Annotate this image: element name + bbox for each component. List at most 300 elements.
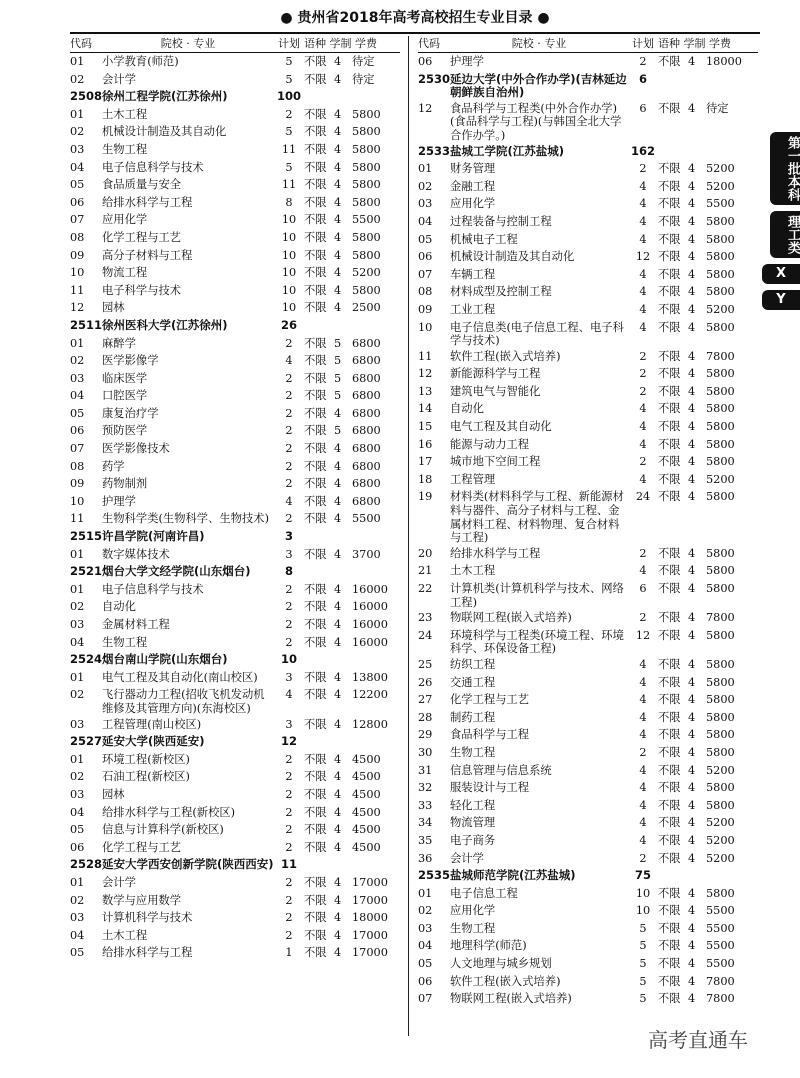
major-row <box>70 176 400 194</box>
major-code: 03 <box>418 921 433 935</box>
major-row <box>70 598 400 616</box>
school-name: 延安大学西安创新学院(陕西西安) <box>102 857 274 872</box>
major-code: 05 <box>70 178 85 192</box>
major-lang: 不限 <box>304 213 327 227</box>
major-row <box>418 178 758 196</box>
major-plan: 12 <box>635 250 651 264</box>
major-code: 35 <box>418 833 433 847</box>
major-fee: 5800 <box>352 107 381 121</box>
major-plan: 2 <box>285 770 293 784</box>
major-code: 03 <box>70 911 85 925</box>
school-code: 2521 <box>70 564 103 579</box>
major-code: 06 <box>70 424 85 438</box>
major-name: 物联网工程(嵌入式培养) <box>450 611 572 625</box>
major-plan: 4 <box>639 728 647 742</box>
major-yrs: 4 <box>688 564 696 578</box>
major-lang: 不限 <box>658 992 681 1006</box>
major-yrs: 4 <box>334 301 342 315</box>
major-row <box>418 832 758 850</box>
major-lang: 不限 <box>304 635 327 649</box>
major-plan: 2 <box>285 406 293 420</box>
major-fee: 5800 <box>706 693 735 707</box>
major-fee: 18000 <box>706 55 742 68</box>
major-name: 工程管理(南山校区) <box>102 717 202 731</box>
major-row <box>70 716 400 734</box>
major-yrs: 4 <box>334 55 342 68</box>
major-name: 给排水科学与工程(新校区) <box>102 805 236 819</box>
major-row <box>70 616 400 634</box>
major-lang: 不限 <box>304 336 327 350</box>
school-name: 烟台大学文经学院(山东烟台) <box>102 564 251 579</box>
major-fee: 6800 <box>352 494 381 508</box>
major-code: 03 <box>70 142 85 156</box>
major-plan: 2 <box>639 745 647 759</box>
major-lang: 不限 <box>304 195 327 209</box>
right-rows <box>418 53 758 1008</box>
school-row <box>70 88 400 106</box>
major-fee: 5800 <box>706 232 735 246</box>
major-fee: 5800 <box>706 250 735 264</box>
major-yrs: 4 <box>688 745 696 759</box>
watermark: 高考直通车 <box>648 1028 748 1052</box>
major-yrs: 4 <box>688 546 696 560</box>
major-lang: 不限 <box>658 162 681 176</box>
major-row <box>70 405 400 423</box>
major-yrs: 4 <box>334 160 342 174</box>
major-lang: 不限 <box>304 752 327 766</box>
major-yrs: 5 <box>334 371 342 385</box>
left-rows <box>70 53 400 962</box>
major-row <box>418 990 758 1008</box>
school-code: 2511 <box>70 317 103 332</box>
major-row <box>70 546 400 564</box>
major-code: 02 <box>70 72 85 86</box>
major-lang: 不限 <box>304 670 327 684</box>
major-name: 电子科学与技术 <box>102 283 182 297</box>
major-fee: 13800 <box>352 670 388 684</box>
major-lang: 不限 <box>658 798 681 812</box>
major-row <box>418 814 758 832</box>
major-row <box>418 301 758 319</box>
school-name: 烟台南山学院(山东烟台) <box>102 652 228 667</box>
major-yrs: 4 <box>334 547 342 561</box>
major-fee: 5200 <box>706 763 735 777</box>
major-name: 计算机科学与技术 <box>102 911 193 925</box>
major-fee: 17000 <box>352 928 388 942</box>
major-code: 02 <box>70 354 85 368</box>
school-plan: 3 <box>284 529 293 544</box>
major-fee: 5800 <box>706 628 735 642</box>
header-code: 代码 <box>418 37 440 50</box>
major-code: 12 <box>418 101 433 115</box>
major-yrs: 4 <box>688 250 696 264</box>
major-fee: 5800 <box>706 886 735 900</box>
major-row <box>418 726 758 744</box>
major-lang: 不限 <box>304 160 327 174</box>
major-code: 07 <box>418 992 433 1006</box>
major-plan: 4 <box>639 693 647 707</box>
major-code: 22 <box>418 582 433 595</box>
major-fee: 5800 <box>706 420 735 434</box>
major-yrs: 4 <box>688 437 696 451</box>
major-lang: 不限 <box>304 875 327 889</box>
major-plan: 5 <box>285 72 293 86</box>
major-row <box>418 231 758 249</box>
major-fee: 6800 <box>352 442 381 456</box>
major-yrs: 4 <box>334 107 342 121</box>
major-fee: 6800 <box>352 371 381 385</box>
major-row <box>418 762 758 780</box>
major-fee: 17000 <box>352 875 388 889</box>
side-tab-y: Y <box>762 290 800 310</box>
major-name: 环境工程(新校区) <box>102 752 190 766</box>
major-row <box>70 892 400 910</box>
major-code: 17 <box>418 455 433 469</box>
school-plan: 26 <box>280 317 297 332</box>
major-name: 物流管理 <box>450 816 496 830</box>
major-name: 会计学 <box>450 851 484 865</box>
major-name: 新能源科学与工程 <box>450 367 541 381</box>
major-lang: 不限 <box>304 142 327 156</box>
major-fee: 5800 <box>706 546 735 560</box>
major-code: 09 <box>70 477 85 491</box>
major-fee: 18000 <box>352 911 388 925</box>
school-plan: 100 <box>276 89 301 104</box>
major-yrs: 4 <box>688 285 696 299</box>
school-code: 2530 <box>418 71 451 86</box>
major-plan: 2 <box>639 455 647 469</box>
major-row <box>70 282 400 300</box>
major-name: 给排水科学与工程 <box>450 546 541 560</box>
major-code: 30 <box>418 745 433 759</box>
major-code: 02 <box>70 600 85 614</box>
major-plan: 4 <box>639 320 647 334</box>
header-lang-yrs-fee: 语种 学制 学费 <box>304 37 377 50</box>
major-yrs: 5 <box>334 424 342 438</box>
major-code: 01 <box>70 107 85 121</box>
major-code: 33 <box>418 798 433 812</box>
major-fee: 6800 <box>352 389 381 403</box>
major-lang: 不限 <box>304 107 327 121</box>
major-name: 工程管理 <box>450 472 496 486</box>
major-lang: 不限 <box>304 688 327 702</box>
major-name: 材料类(材料科学与工程、新能源材料与器件、高分子材料与工程、金属材料工程、材料物理、复合材料与工程) <box>450 490 624 545</box>
major-lang: 不限 <box>304 494 327 508</box>
major-code: 11 <box>70 283 85 297</box>
major-yrs: 4 <box>688 904 696 918</box>
major-fee: 4500 <box>352 752 381 766</box>
major-lang: 不限 <box>658 285 681 299</box>
major-row <box>418 436 758 454</box>
major-yrs: 4 <box>688 728 696 742</box>
major-name: 化学工程与工艺 <box>102 230 182 244</box>
major-name: 电子信息工程 <box>450 886 518 900</box>
major-fee: 3700 <box>352 547 381 561</box>
major-lang: 不限 <box>658 302 681 316</box>
major-code: 08 <box>70 230 85 244</box>
major-fee: 5800 <box>706 367 735 381</box>
major-plan: 3 <box>285 547 293 561</box>
major-row <box>418 545 758 563</box>
major-code: 03 <box>70 717 85 731</box>
left-column <box>70 36 400 962</box>
major-plan: 2 <box>285 787 293 801</box>
major-fee: 5200 <box>706 472 735 486</box>
major-yrs: 4 <box>688 349 696 363</box>
major-lang: 不限 <box>304 717 327 731</box>
major-yrs: 4 <box>334 477 342 491</box>
major-yrs: 4 <box>334 752 342 766</box>
major-name: 材料成型及控制工程 <box>450 285 552 299</box>
major-row <box>418 797 758 815</box>
major-plan: 4 <box>639 420 647 434</box>
major-code: 02 <box>418 904 433 918</box>
major-name: 物联网工程(嵌入式培养) <box>450 992 572 1006</box>
major-row <box>70 335 400 353</box>
major-fee: 5200 <box>706 302 735 316</box>
major-yrs: 4 <box>334 805 342 819</box>
major-lang: 不限 <box>658 886 681 900</box>
major-plan: 2 <box>285 371 293 385</box>
major-row <box>418 955 758 973</box>
major-yrs: 4 <box>688 816 696 830</box>
major-code: 02 <box>70 688 85 702</box>
major-yrs: 4 <box>334 195 342 209</box>
major-plan: 5 <box>639 992 647 1006</box>
major-yrs: 4 <box>688 781 696 795</box>
major-lang: 不限 <box>658 197 681 211</box>
major-name: 土木工程 <box>102 928 148 942</box>
major-plan: 5 <box>285 160 293 174</box>
major-plan: 3 <box>285 717 293 731</box>
major-code: 12 <box>70 301 85 315</box>
major-name: 生物工程 <box>450 745 496 759</box>
major-lang: 不限 <box>658 693 681 707</box>
major-lang: 不限 <box>658 214 681 228</box>
major-name: 环境科学与工程类(环境工程、环境科学、环保设备工程) <box>450 628 624 656</box>
major-name: 会计学 <box>102 875 136 889</box>
major-plan: 5 <box>285 125 293 139</box>
major-name: 金融工程 <box>450 179 496 193</box>
major-code: 03 <box>70 371 85 385</box>
major-name: 轻化工程 <box>450 798 496 812</box>
major-code: 06 <box>70 840 85 854</box>
major-row <box>70 247 400 265</box>
major-code: 32 <box>418 781 433 795</box>
major-code: 04 <box>418 214 433 228</box>
major-fee: 7800 <box>706 611 735 625</box>
major-name: 生物科学类(生物科学、生物技术) <box>102 512 269 526</box>
major-plan: 2 <box>639 55 647 68</box>
major-code: 26 <box>418 675 433 689</box>
major-plan: 2 <box>285 442 293 456</box>
major-code: 01 <box>70 582 85 596</box>
major-name: 应用化学 <box>102 213 148 227</box>
major-lang: 不限 <box>304 805 327 819</box>
major-plan: 4 <box>639 402 647 416</box>
major-yrs: 4 <box>334 840 342 854</box>
side-tab-category: 理工类 <box>770 211 800 258</box>
major-code: 01 <box>70 875 85 889</box>
major-fee: 16000 <box>352 600 388 614</box>
major-code: 21 <box>418 564 433 578</box>
major-row <box>70 194 400 212</box>
major-code: 28 <box>418 710 433 724</box>
major-yrs: 4 <box>334 946 342 960</box>
major-fee: 5800 <box>706 675 735 689</box>
school-name: 徐州医科大学(江苏徐州) <box>102 317 228 332</box>
major-yrs: 4 <box>334 893 342 907</box>
major-fee: 5800 <box>706 582 735 595</box>
major-yrs: 4 <box>334 582 342 596</box>
major-code: 01 <box>70 336 85 350</box>
major-yrs: 4 <box>334 72 342 86</box>
major-code: 29 <box>418 728 433 742</box>
major-code: 31 <box>418 763 433 777</box>
major-plan: 5 <box>639 939 647 953</box>
major-lang: 不限 <box>658 455 681 469</box>
major-lang: 不限 <box>658 745 681 759</box>
major-fee: 5800 <box>352 195 381 209</box>
major-row <box>418 562 758 580</box>
major-yrs: 4 <box>688 763 696 777</box>
major-fee: 2500 <box>352 301 381 315</box>
major-yrs: 4 <box>688 367 696 381</box>
major-lang: 不限 <box>304 547 327 561</box>
major-fee: 5800 <box>706 564 735 578</box>
major-name: 服装设计与工程 <box>450 781 530 795</box>
major-fee: 5800 <box>706 384 735 398</box>
major-name: 电气工程及其自动化 <box>450 420 552 434</box>
major-lang: 不限 <box>658 816 681 830</box>
major-yrs: 4 <box>334 248 342 262</box>
major-name: 电子信息类(电子信息工程、电子科学与技术) <box>450 320 624 348</box>
major-yrs: 4 <box>688 939 696 953</box>
school-row <box>70 317 400 335</box>
major-fee: 5800 <box>706 267 735 281</box>
major-name: 生物工程 <box>102 142 148 156</box>
major-plan: 2 <box>285 840 293 854</box>
right-column <box>418 36 758 1008</box>
major-plan: 11 <box>281 178 297 192</box>
major-lang: 不限 <box>304 582 327 596</box>
major-lang: 不限 <box>658 320 681 334</box>
major-lang: 不限 <box>658 101 681 115</box>
major-name: 信息与计算科学(新校区) <box>102 823 224 837</box>
major-plan: 2 <box>639 349 647 363</box>
school-name: 许昌学院(河南许昌) <box>102 529 205 544</box>
major-code: 25 <box>418 657 433 671</box>
major-lang: 不限 <box>658 611 681 625</box>
major-fee: 5800 <box>706 437 735 451</box>
major-plan: 11 <box>281 142 297 156</box>
major-fee: 5500 <box>706 939 735 953</box>
major-yrs: 4 <box>334 283 342 297</box>
major-plan: 2 <box>285 618 293 631</box>
major-lang: 不限 <box>304 512 327 526</box>
header-rule <box>70 32 760 34</box>
major-row <box>70 123 400 141</box>
major-plan: 2 <box>285 893 293 907</box>
major-row <box>70 299 400 317</box>
major-fee: 4500 <box>352 823 381 837</box>
major-plan: 2 <box>285 805 293 819</box>
major-yrs: 4 <box>334 717 342 731</box>
major-yrs: 4 <box>334 266 342 280</box>
major-name: 电子信息科学与技术 <box>102 582 204 596</box>
major-yrs: 4 <box>334 928 342 942</box>
major-fee: 待定 <box>352 72 375 86</box>
major-code: 05 <box>70 946 85 960</box>
major-row <box>70 475 400 493</box>
major-fee: 5500 <box>706 957 735 971</box>
major-plan: 2 <box>285 823 293 837</box>
side-tab-x: X <box>762 264 800 284</box>
major-row <box>70 804 400 822</box>
major-name: 药物制剂 <box>102 477 148 491</box>
major-name: 电子信息科学与技术 <box>102 160 204 174</box>
major-row <box>70 53 400 71</box>
major-fee: 17000 <box>352 946 388 960</box>
major-name: 食品科学与工程类(中外合作办学)(食品科学与工程)(与韩国全北大学合作办学。) <box>450 101 622 142</box>
major-lang: 不限 <box>658 437 681 451</box>
major-row <box>418 100 758 143</box>
major-yrs: 4 <box>688 974 696 988</box>
major-name: 机械电子工程 <box>450 232 518 246</box>
major-yrs: 4 <box>334 770 342 784</box>
school-plan: 8 <box>284 564 293 579</box>
major-lang: 不限 <box>658 546 681 560</box>
school-row <box>418 143 758 161</box>
header-lang-yrs-fee: 语种 学制 学费 <box>658 37 731 50</box>
major-row <box>418 53 758 71</box>
major-name: 计算机类(计算机科学与技术、网络工程) <box>450 582 624 609</box>
major-lang: 不限 <box>658 728 681 742</box>
major-code: 01 <box>70 55 85 68</box>
major-name: 飞行器动力工程(招收飞机发动机维修及其管理方向)(东海校区) <box>102 688 265 715</box>
major-lang: 不限 <box>658 974 681 988</box>
major-plan: 10 <box>635 886 651 900</box>
major-lang: 不限 <box>658 420 681 434</box>
major-name: 电子商务 <box>450 833 496 847</box>
major-plan: 10 <box>635 904 651 918</box>
major-plan: 4 <box>639 179 647 193</box>
major-code: 02 <box>418 179 433 193</box>
major-fee: 6800 <box>352 424 381 438</box>
major-plan: 2 <box>639 851 647 865</box>
major-plan: 2 <box>639 162 647 176</box>
major-lang: 不限 <box>658 939 681 953</box>
major-name: 食品科学与工程 <box>450 728 530 742</box>
major-row <box>70 839 400 857</box>
header-plan: 计划 <box>278 37 300 50</box>
major-code: 02 <box>70 893 85 907</box>
major-name: 自动化 <box>102 600 136 614</box>
major-name: 化学工程与工艺 <box>102 840 182 854</box>
major-plan: 4 <box>285 354 293 368</box>
major-fee: 7800 <box>706 349 735 363</box>
major-code: 05 <box>70 823 85 837</box>
major-row <box>70 422 400 440</box>
major-name: 化学工程与工艺 <box>450 693 530 707</box>
major-fee: 5800 <box>706 798 735 812</box>
major-row <box>418 195 758 213</box>
major-name: 医学影像学 <box>102 354 159 368</box>
major-yrs: 4 <box>334 688 342 702</box>
major-code: 03 <box>418 197 433 211</box>
major-name: 小学教育(师范) <box>102 55 179 68</box>
major-lang: 不限 <box>304 248 327 262</box>
